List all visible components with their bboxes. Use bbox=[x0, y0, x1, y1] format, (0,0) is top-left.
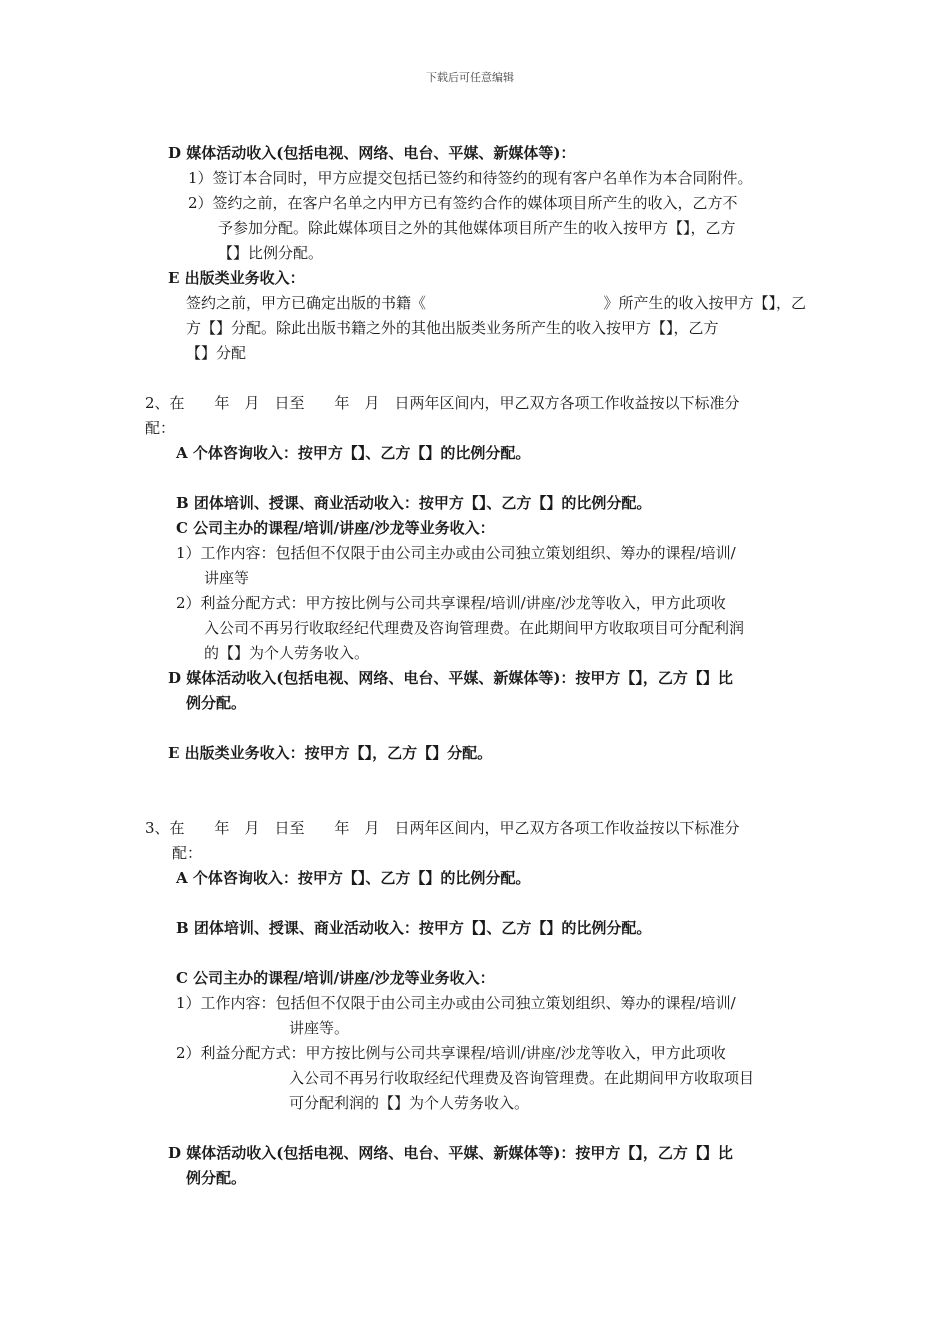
media-income-heading: D 媒体活动收入(包括电视、网络、电台、平媒、新媒体等)： bbox=[168, 144, 576, 162]
page-header-watermark: 下载后可任意编辑 bbox=[426, 71, 514, 84]
publishing-clause-line2: 方【】分配。除此出版书籍之外的其他出版类业务所产生的收入按甲方【】，乙方 bbox=[186, 319, 719, 337]
publishing-income-heading: E 出版类业务收入： bbox=[168, 269, 305, 287]
section-2-media-income-line1: D 媒体活动收入(包括电视、网络、电台、平媒、新媒体等)：按甲方【】，乙方【】比 bbox=[168, 669, 733, 687]
publishing-clause-line3: 【】分配 bbox=[186, 344, 247, 362]
section-2-company-courses-heading: C 公司主办的课程/培训/讲座/沙龙等业务收入： bbox=[176, 519, 495, 537]
section-2-courses-clause-2-line3: 的【】为个人劳务收入。 bbox=[204, 644, 370, 662]
media-clause-2-line1: 2）签约之前，在客户名单之内甲方已有签约合作的媒体项目所产生的收入，乙方不 bbox=[188, 194, 738, 212]
section-2-courses-clause-1-line2: 讲座等 bbox=[204, 569, 250, 587]
section-3-courses-clause-1-line2: 讲座等。 bbox=[289, 1019, 350, 1037]
section-3-courses-clause-1-line1: 1）工作内容：包括但不仅限于由公司主办或由公司独立策划组织、筹办的课程/培训/ bbox=[176, 994, 736, 1012]
media-clause-2-line3: 【】比例分配。 bbox=[218, 244, 324, 262]
section-3-intro-line1: 3、在 年 月 日至 年 月 日两年区间内，甲乙双方各项工作收益按以下标准分 bbox=[145, 819, 740, 837]
section-2-courses-clause-2-line2: 入公司不再另行收取经纪代理费及咨询管理费。在此期间甲方收取项目可分配利润 bbox=[204, 619, 745, 637]
section-3-media-income-line2: 例分配。 bbox=[186, 1169, 247, 1187]
section-2-individual-consulting: A 个体咨询收入：按甲方【】、乙方【】的比例分配。 bbox=[176, 444, 531, 462]
section-2-intro-line2: 配： bbox=[145, 419, 176, 437]
section-2-group-training: B 团体培训、授课、商业活动收入：按甲方【】、乙方【】的比例分配。 bbox=[176, 494, 652, 512]
publishing-clause-line1-right: 》所产生的收入按甲方【】，乙 bbox=[603, 294, 806, 312]
section-2-intro-line1: 2、在 年 月 日至 年 月 日两年区间内，甲乙双方各项工作收益按以下标准分 bbox=[145, 394, 740, 412]
section-3-courses-clause-2-line3: 可分配利润的【】为个人劳务收入。 bbox=[289, 1094, 530, 1112]
media-clause-2-line2: 予参加分配。除此媒体项目之外的其他媒体项目所产生的收入按甲方【】，乙方 bbox=[218, 219, 736, 237]
section-3-courses-clause-2-line2: 入公司不再另行收取经纪代理费及咨询管理费。在此期间甲方收取项目 bbox=[289, 1069, 755, 1087]
section-3-media-income-line1: D 媒体活动收入(包括电视、网络、电台、平媒、新媒体等)：按甲方【】，乙方【】比 bbox=[168, 1144, 733, 1162]
section-3-group-training: B 团体培训、授课、商业活动收入：按甲方【】、乙方【】的比例分配。 bbox=[176, 919, 652, 937]
section-3-intro-line2: 配： bbox=[172, 844, 203, 862]
section-2-media-income-line2: 例分配。 bbox=[186, 694, 247, 712]
section-3-individual-consulting: A 个体咨询收入：按甲方【】、乙方【】的比例分配。 bbox=[176, 869, 531, 887]
section-2-courses-clause-1-line1: 1）工作内容：包括但不仅限于由公司主办或由公司独立策划组织、筹办的课程/培训/ bbox=[176, 544, 736, 562]
section-2-publishing-income: E 出版类业务收入：按甲方【】，乙方【】分配。 bbox=[168, 744, 493, 762]
section-3-courses-clause-2-line1: 2）利益分配方式：甲方按比例与公司共享课程/培训/讲座/沙龙等收入，甲方此项收 bbox=[176, 1044, 726, 1062]
publishing-clause-line1 bbox=[186, 293, 806, 313]
media-clause-1: 1）签订本合同时，甲方应提交包括已签约和待签约的现有客户名单作为本合同附件。 bbox=[188, 169, 753, 187]
publishing-clause-line1-left: 签约之前，甲方已确定出版的书籍《 bbox=[186, 294, 427, 312]
section-3-company-courses-heading: C 公司主办的课程/培训/讲座/沙龙等业务收入： bbox=[176, 969, 495, 987]
section-2-courses-clause-2-line1: 2）利益分配方式：甲方按比例与公司共享课程/培训/讲座/沙龙等收入，甲方此项收 bbox=[176, 594, 726, 612]
